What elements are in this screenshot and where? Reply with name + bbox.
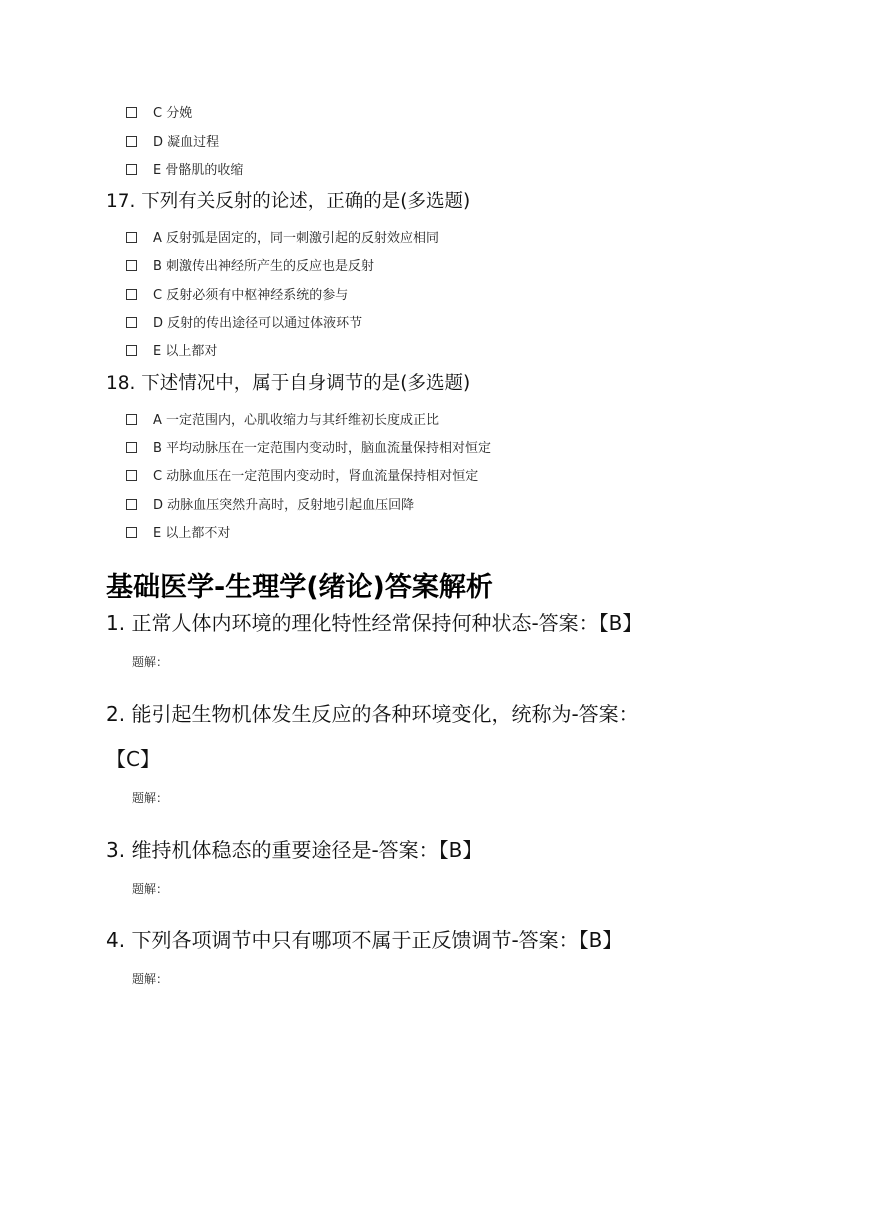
- option-label: D 反射的传出途径可以通过体液环节: [153, 316, 363, 331]
- q16-option-d[interactable]: [126, 133, 219, 153]
- option-label: A 一定范围内，心肌收缩力与其纤维初长度成正比: [153, 413, 440, 428]
- checkbox-icon[interactable]: [126, 527, 137, 538]
- q16-option-e[interactable]: [126, 161, 243, 181]
- checkbox-icon[interactable]: [126, 414, 137, 425]
- checkbox-icon[interactable]: [126, 164, 137, 175]
- answer-3: 3. 维持机体稳态的重要途径是-答案：【B】: [106, 838, 483, 862]
- q18-title: 18. 下述情况中，属于自身调节的是(多选题): [106, 373, 471, 394]
- q18-option-b[interactable]: [126, 439, 491, 459]
- answer-3-explanation: 题解：: [132, 882, 169, 896]
- q17-option-e[interactable]: [126, 342, 217, 362]
- checkbox-icon[interactable]: [126, 345, 137, 356]
- answer-1-explanation: 题解：: [132, 655, 169, 669]
- q17-option-b[interactable]: [126, 257, 374, 277]
- checkbox-icon[interactable]: [126, 499, 137, 510]
- option-label: E 骨骼肌的收缩: [153, 163, 244, 178]
- answer-1: 1. 正常人体内环境的理化特性经常保持何种状态-答案：【B】: [106, 611, 643, 635]
- checkbox-icon[interactable]: [126, 136, 137, 147]
- q17-option-a[interactable]: [126, 229, 439, 249]
- answer-4-explanation: 题解：: [132, 972, 169, 986]
- q18-option-d[interactable]: [126, 496, 414, 516]
- option-label: E 以上都对: [153, 344, 218, 359]
- checkbox-icon[interactable]: [126, 232, 137, 243]
- answer-4: 4. 下列各项调节中只有哪项不属于正反馈调节-答案：【B】: [106, 928, 623, 952]
- checkbox-icon[interactable]: [126, 107, 137, 118]
- option-label: B 平均动脉压在一定范围内变动时，脑血流量保持相对恒定: [153, 441, 492, 456]
- section-title: 基础医学-生理学(绪论)答案解析: [106, 572, 493, 603]
- checkbox-icon[interactable]: [126, 260, 137, 271]
- option-label: A 反射弧是固定的，同一刺激引起的反射效应相同: [153, 231, 440, 246]
- q17-option-d[interactable]: [126, 314, 362, 334]
- option-label: C 反射必须有中枢神经系统的参与: [153, 288, 349, 303]
- checkbox-icon[interactable]: [126, 470, 137, 481]
- q18-option-a[interactable]: [126, 411, 439, 431]
- q17-option-c[interactable]: [126, 286, 348, 306]
- option-label: E 以上都不对: [153, 526, 231, 541]
- q16-option-c[interactable]: [126, 104, 192, 124]
- option-label: D 凝血过程: [153, 135, 220, 150]
- checkbox-icon[interactable]: [126, 289, 137, 300]
- option-label: D 动脉血压突然升高时，反射地引起血压回降: [153, 498, 415, 513]
- option-label: B 刺激传出神经所产生的反应也是反射: [153, 259, 375, 274]
- q18-option-e[interactable]: [126, 524, 230, 544]
- checkbox-icon[interactable]: [126, 317, 137, 328]
- answer-2-continued: 【C】: [106, 747, 160, 771]
- checkbox-icon[interactable]: [126, 442, 137, 453]
- answer-2-explanation: 题解：: [132, 791, 169, 805]
- q17-title: 17. 下列有关反射的论述，正确的是(多选题): [106, 191, 471, 212]
- q18-option-c[interactable]: [126, 467, 478, 487]
- option-label: C 动脉血压在一定范围内变动时，肾血流量保持相对恒定: [153, 469, 479, 484]
- option-label: C 分娩: [153, 106, 193, 121]
- answer-2: 2. 能引起生物机体发生反应的各种环境变化，统称为-答案：: [106, 702, 639, 726]
